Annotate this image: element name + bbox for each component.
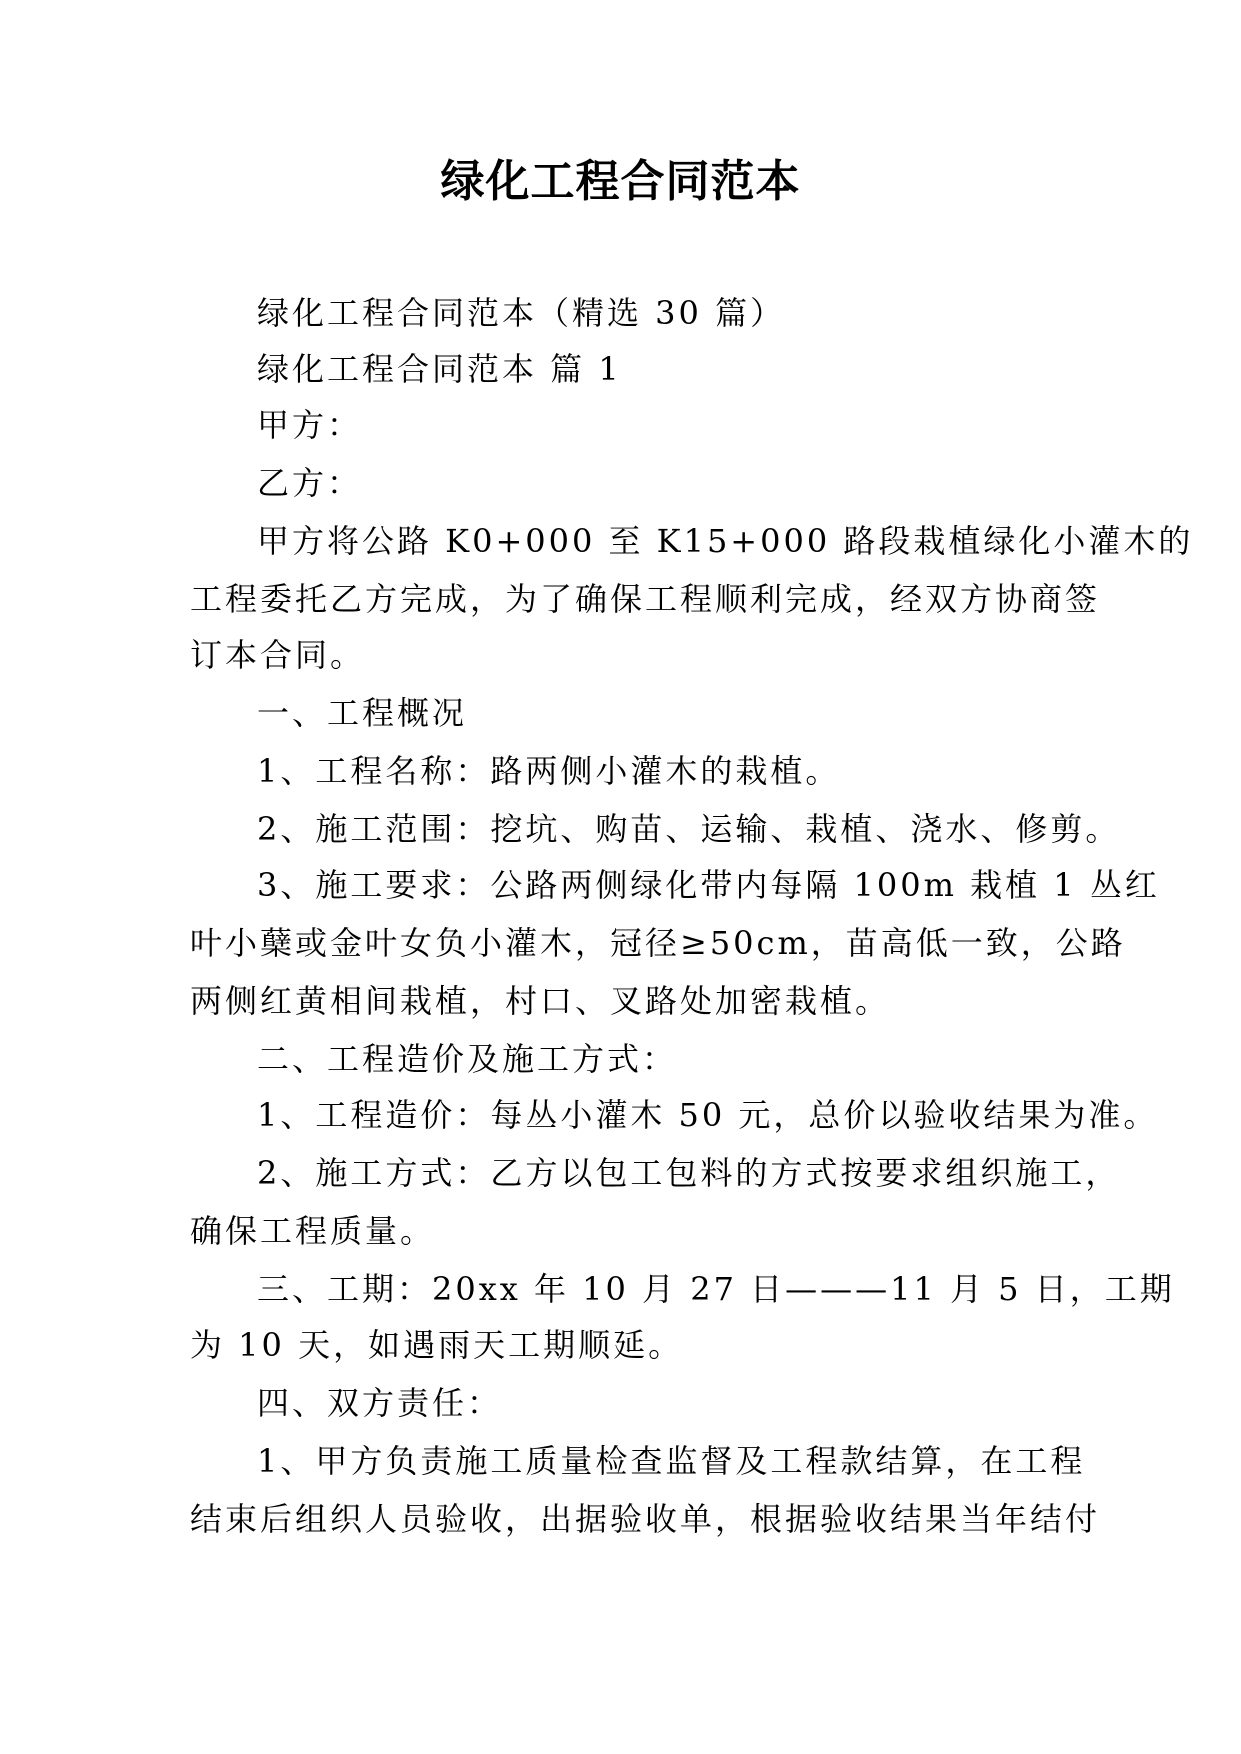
paragraph-line: 1、工程名称：路两侧小灌木的栽植。	[257, 752, 841, 790]
paragraph-line: 叶小蘖或金叶女负小灌木，冠径≥50cm，苗高低一致，公路	[190, 924, 1126, 962]
paragraph-line: 订本合同。	[190, 636, 366, 674]
paragraph-line: 工程委托乙方完成，为了确保工程顺利完成，经双方协商签	[190, 580, 1101, 618]
subtitle-line: 绿化工程合同范本（精选 30 篇）	[257, 294, 786, 332]
clause-heading: 一、工程概况	[257, 694, 468, 732]
document-title: 绿化工程合同范本	[440, 156, 801, 207]
party-a-line: 甲方：	[257, 406, 363, 444]
paragraph-line: 确保工程质量。	[190, 1212, 436, 1250]
paragraph-line: 为 10 天，如遇雨天工期顺延。	[190, 1326, 684, 1364]
paragraph-line: 1、甲方负责施工质量检查监督及工程款结算，在工程	[257, 1442, 1086, 1480]
paragraph-line: 3、施工要求：公路两侧绿化带内每隔 100m 栽植 1 丛红	[257, 866, 1160, 904]
clause-heading: 二、工程造价及施工方式：	[257, 1040, 678, 1078]
paragraph-line: 结束后组织人员验收，出据验收单，根据验收结果当年结付	[190, 1500, 1101, 1538]
paragraph-line: 1、工程造价：每丛小灌木 50 元，总价以验收结果为准。	[257, 1096, 1159, 1134]
clause-heading: 四、双方责任：	[257, 1384, 503, 1422]
section-heading: 绿化工程合同范本 篇 1	[257, 350, 622, 388]
clause-heading: 三、工期：20xx 年 10 月 27 日———11 月 5 日，工期	[257, 1270, 1175, 1308]
party-b-line: 乙方：	[257, 464, 363, 502]
paragraph-line: 2、施工范围：挖坑、购苗、运输、栽植、浇水、修剪。	[257, 810, 1121, 848]
paragraph-line: 2、施工方式：乙方以包工包料的方式按要求组织施工，	[257, 1154, 1121, 1192]
paragraph-line: 甲方将公路 K0+000 至 K15+000 路段栽植绿化小灌木的	[257, 522, 1194, 560]
paragraph-line: 两侧红黄相间栽植，村口、叉路处加密栽植。	[190, 982, 891, 1020]
